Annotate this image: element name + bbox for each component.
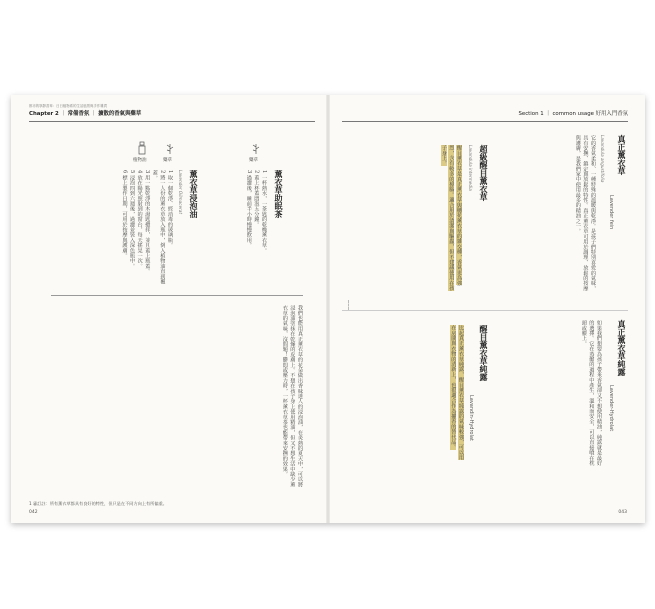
true-hydrolat-title: 真正薰衣草純露 xyxy=(617,320,626,376)
icon-label-herb: 藥草 xyxy=(163,158,172,163)
aid-tea-steps xyxy=(211,170,267,280)
page-number: 043 xyxy=(618,510,627,515)
chapter-header: Chapter 2 ｜ 常備香氛 ｜ 擴散的香氣與藥草 xyxy=(29,109,315,122)
right-page xyxy=(328,95,645,523)
aid-step: 3 過濾後，睡前半小時慢慢飲用。 xyxy=(245,170,252,248)
lavandin-hydrolat-text: 比起真正薰衣草純露，醒目薰衣草純露的氣味較強，可以用在房間與衣物的清新上，也很適合作為擴香的替代品。 xyxy=(450,325,464,461)
left-body-text: 我們也能用真正薰衣草的花朵做出香味迷人的浸泡油，在炎熱的夏天中，可以將浸泡油塗抹在乾燥的皮膚上。不想在孩子身上使用精油，但又不想生活中缺少薰衣草的氣味，沒問題！鬱悶或壓力時，一杯薰衣草茶也能帶來安撫的效果。 xyxy=(281,305,303,487)
lavandin-hydrolat-title: 醒目薰衣草純露 xyxy=(479,325,488,381)
book-spread xyxy=(11,95,645,523)
aid-tea-title: 薰衣草助眠茶 xyxy=(274,170,283,218)
icon-label-oil: 植物油 xyxy=(133,158,147,163)
chapter-subtitle: 擴散的香氣與藥草 xyxy=(98,111,142,117)
soak-step: 1 取一個乾淨、經消毒的玻璃瓶。 xyxy=(167,170,173,248)
chapter-label: Chapter 2 xyxy=(29,111,59,117)
true-lavender-latin: Lavandula angustifolia xyxy=(600,135,605,183)
footer-note: 1 審訂註：所有薰衣草都具有良好的特性，但只是在不同方向上有所偏重。 xyxy=(29,501,167,506)
section-title: common usage 好用入門香氛 xyxy=(552,111,628,117)
soak-step: 5 浸泡四到六週後，過濾並裝入深色瓶中。 xyxy=(129,170,136,269)
true-hydrolat-text: 如果我們想要為孩子帶來香氣卻又不想使用精油，純露就是最好的選擇。它在蒸餾的過程中產生，溫和而安全，可以直接噴在枕頭或臉上。 xyxy=(580,320,602,466)
oil-bottle-icon xyxy=(135,141,149,155)
soak-oil-latin: Lavender Oilmacerat xyxy=(178,170,183,214)
section-header: Section 1 ｜ common usage 好用入門香氛 xyxy=(342,109,628,122)
running-head: 都市的寧靜香草：日日植物系的生活風景與手作雜貨 xyxy=(29,104,107,108)
true-lavender-en: Lavender fein xyxy=(608,195,614,230)
chapter-title: 常備香氛 xyxy=(67,111,90,117)
soak-step: 6 標上製作日期，可用於按摩與護膚。 xyxy=(121,170,128,259)
true-hydrolat-en: Lavender-Hydrolat xyxy=(608,385,614,432)
lavandin-super-latin: Lavandula intermedia xyxy=(468,145,473,191)
herb-icon xyxy=(163,141,177,155)
lavandin-super-text: 醒目薰衣草是真正薰衣草與穗花薰衣草的雜交種，香氣更為強烈，含有較多的樟腦。適合用於清潔與驅蟲，但不建議使用在孩子身上。 xyxy=(440,145,462,291)
herb-icon xyxy=(249,141,263,155)
page-number: 042 xyxy=(29,510,38,515)
section-label: Section 1 xyxy=(518,111,544,117)
true-lavender-text: 它的香氣柔和、一種特殊的溫暖與乾淨。是孩子們特別喜愛的氣味，具有安撫、鎮定與放鬆的特性。真正薰衣草可用於調理、放鬆的按摩與護膚，是我們家中使用最多的精油之一。 xyxy=(574,135,596,291)
divider xyxy=(342,310,628,311)
divider xyxy=(348,300,349,310)
soak-step: 3 用一點乾淨的木湯匙攪拌，並且蓋上瓶蓋。 xyxy=(144,170,151,274)
soak-oil-title: 薰衣草浸泡油 xyxy=(189,170,198,218)
soak-step: 2 將一人份的薰衣草放入瓶中，倒入植物油直到覆蓋。 xyxy=(151,170,166,285)
aid-step: 2 蓋上杯蓋悶泡五分鐘。 xyxy=(253,170,260,227)
soak-step: 4 放在陽光照射到的窗台，每天搖晃一次。 xyxy=(136,170,143,269)
lavandin-hydrolat-en: Lavandin-Hydrolat xyxy=(468,395,474,441)
soak-oil-steps xyxy=(51,170,173,290)
lavandin-super-title: 超級醒目薰衣草 xyxy=(479,145,488,201)
aid-step: 1 一杯熱水，一茶匙的乾燥薰衣草。 xyxy=(261,170,267,253)
icon-label-herb-2: 藥草 xyxy=(249,158,258,163)
left-page xyxy=(11,95,328,523)
true-lavender-title: 真正薰衣草 xyxy=(617,135,626,175)
divider xyxy=(51,295,303,296)
